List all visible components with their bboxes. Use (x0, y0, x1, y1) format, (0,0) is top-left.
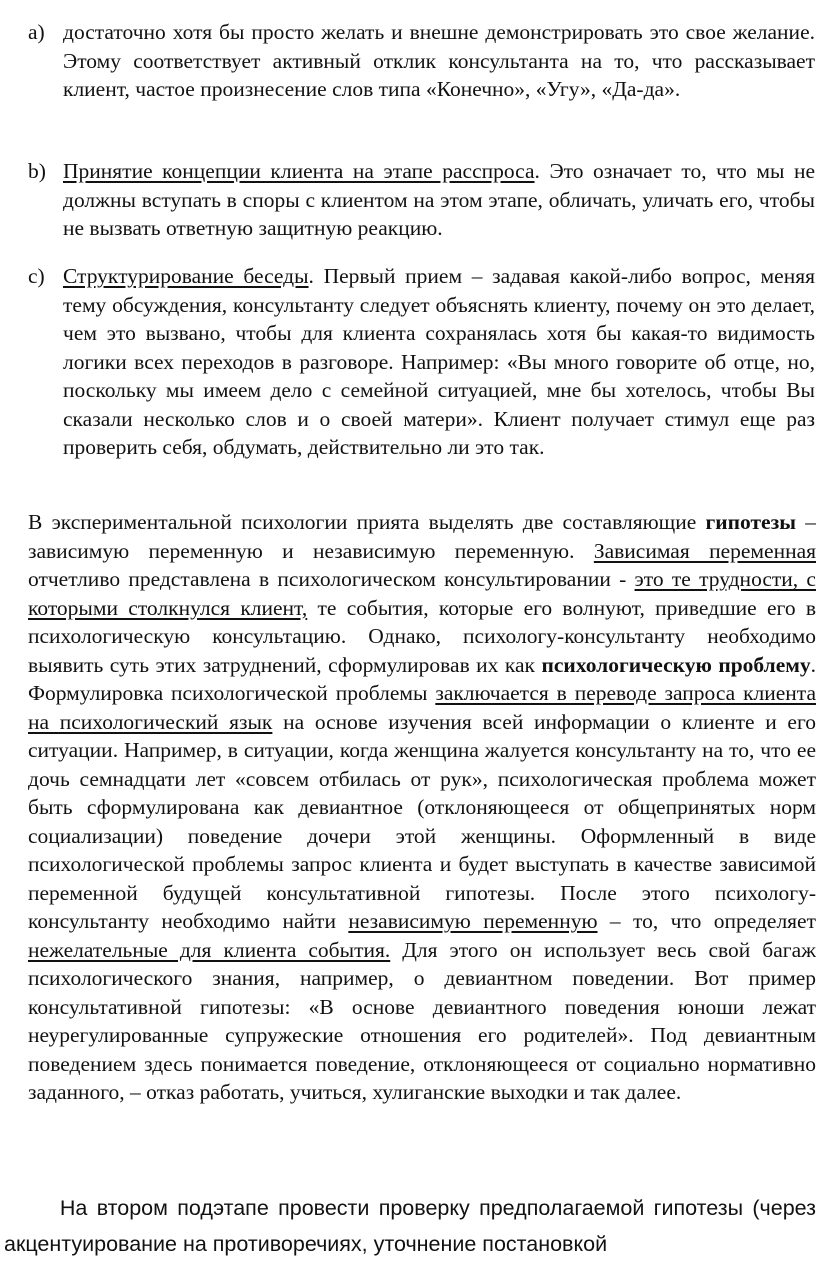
list-marker: a) (28, 20, 45, 44)
text-run: отчетливо представлена в психологическом консультировании - (28, 567, 635, 591)
footer-paragraph: На втором подэтапе провести проверку предполагаемой гипотезы (через акцентуирование на противоречиях, уточнение постановкой (4, 1196, 816, 1256)
list-marker: b) (28, 159, 46, 183)
list-item-body (63, 262, 815, 462)
bold-term-psychological-problem: психологическую проблему (541, 652, 811, 677)
bold-term-hypothesis: гипотезы (705, 510, 797, 534)
list-item-text: достаточно хотя бы просто желать и внешне демонстрировать это свое желание. Этому соответствует активный отклик консультанта на то, что рассказывает клиент, частое произнесение слов типа «Конечно», «Угу», «Да-да». (63, 20, 815, 101)
underlined-term-dependent-variable: Зависимая переменная (593, 538, 816, 563)
text-run: В экспериментальной психологии прията выделять две составляющие (28, 510, 706, 534)
text-run: на основе изучения всей информации о клиенте и его ситуации. Например, в ситуации, когда женщина жалуется консультанту на то, что ее дочь семнадцати лет «совсем отбилась от рук», психологическая проблема может быть сформулирована как девиантное (отклоняющееся от общепринятых норм социализации) поведение дочери этой женщины. Оформленный в виде психологической проблемы запрос клиента и будет выступать в качестве зависимой переменной будущей консультативной гипотезы. После этого психологу-консультанту необходимо найти (28, 709, 816, 933)
underlined-phrase-undesirable-events: нежелательные для клиента события. (28, 937, 391, 962)
list-marker: c) (28, 264, 45, 288)
text-run: . Формулировка психологической проблемы (28, 652, 816, 705)
text-run: – то, что определяет (597, 909, 816, 933)
text-run: Для этого он использует весь свой багаж психологического знания, например, о девиантном поведении. Вот пример консультативной гипотезы: «В основе девиантного поведения юноши лежат неурегулированные супружеские отношения его родителей». Под девиантным поведением здесь понимается поведение, отклоняющееся от социально нормативно заданного, – отказ работать, учиться, хулиганские выходки и так далее. (28, 937, 816, 1104)
underlined-term-independent-variable: независимую переменную (348, 909, 598, 933)
list-item-text: . Первый прием – задавая какой-либо вопрос, меняя тему обсуждения, консультанту следует объяснять клиенту, почему он это делает, чем это вызвано, чтобы для клиента сохранялась хотя бы какая-то видимость логики всех переходов в разговоре. Например: «Вы много говорите об отце, но, поскольку мы имеем дело с семейной ситуацией, мне бы хотелось, чтобы Вы сказали несколько слов и о своей матери». Клиент получает стимул еще раз проверить себя, обдумать, действительно ли это так. (63, 264, 815, 459)
list-item-title: Структурирование беседы (63, 264, 309, 288)
main-paragraph (28, 508, 816, 1107)
underlined-phrase-translation: заключается в переводе запроса клиента на психологический язык (28, 681, 816, 734)
list-item-text: . Это означает то, что мы не должны вступать в споры с клиентом на этом этапе, обличать, уличать его, чтобы не вызвать ответную защитную реакцию. (63, 159, 815, 240)
list-item-title: Принятие концепции клиента на этапе расспроса (63, 159, 535, 183)
text-run: – зависимую переменную и независимую переменную. (28, 510, 816, 563)
underlined-phrase-difficulties: это те трудности, с которыми столкнулся клиент, (28, 567, 816, 620)
text-run: те события, которые его волнуют, приведшие его в психологическую консультацию. Однако, психологу-консультанту необходимо выявить суть этих затруднений, сформулировав их как (28, 595, 816, 677)
list-item-body (63, 157, 815, 243)
list-item-body (63, 18, 815, 104)
